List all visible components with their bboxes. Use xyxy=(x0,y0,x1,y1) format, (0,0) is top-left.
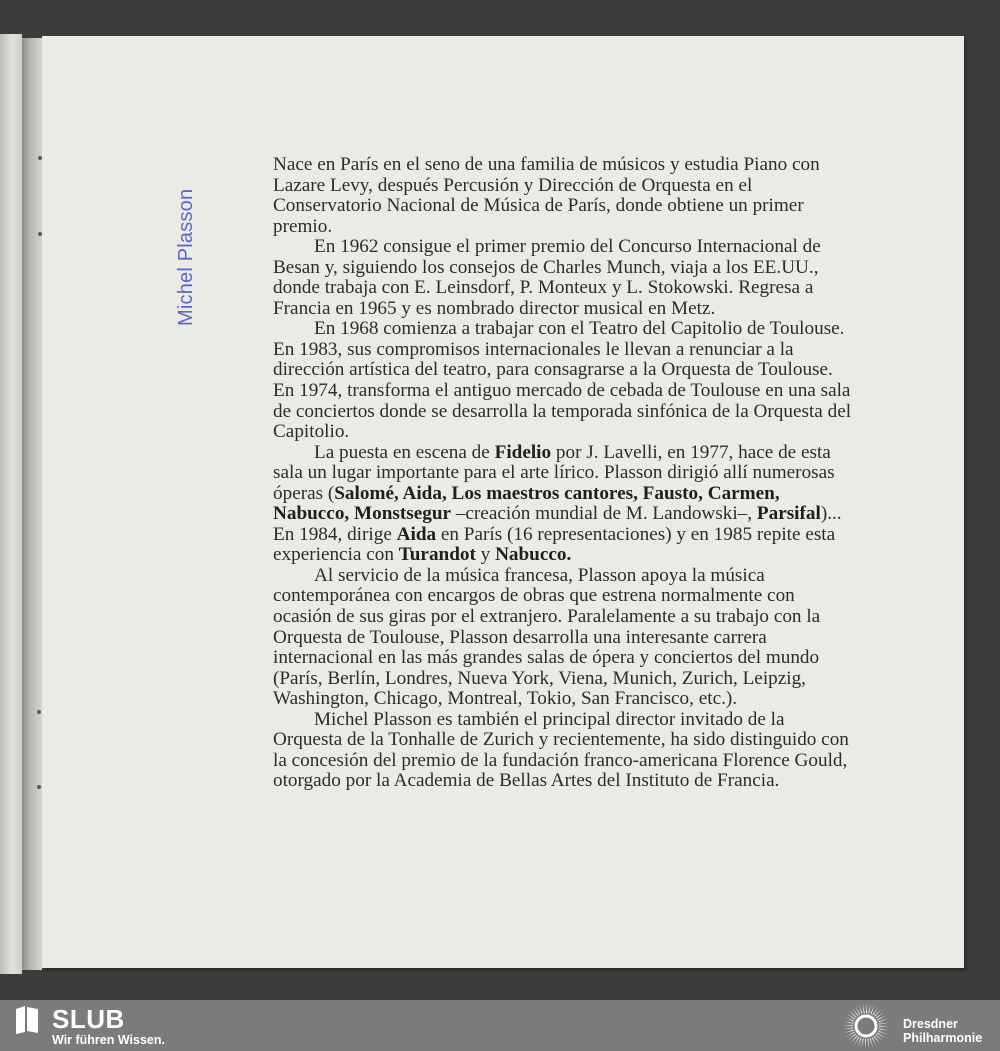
text-run: por J. Lavelli, en 1977, hace de esta sala un lugar importante para el arte lírico. Plasson dirigió allí numerosas óperas ( xyxy=(273,441,835,504)
book-gutter xyxy=(22,38,42,970)
sunburst-ring xyxy=(856,1016,876,1036)
bold-text: Turandot xyxy=(398,544,476,566)
sunburst-ray xyxy=(878,1019,888,1023)
sunburst-ray xyxy=(867,1039,869,1049)
sunburst-ray xyxy=(843,1025,853,1026)
partner-name-line1: Dresdner xyxy=(903,1017,958,1031)
book-icon xyxy=(14,1005,40,1035)
paragraph xyxy=(273,155,853,237)
sunburst-ray xyxy=(874,1009,881,1017)
paragraph xyxy=(273,566,853,710)
sunburst-ray xyxy=(844,1030,854,1034)
text-run: y xyxy=(475,544,496,566)
binding-mark xyxy=(37,710,41,714)
sunburst-ray xyxy=(876,1012,884,1019)
text-run: –creación mundial de M. Landowski–, xyxy=(451,503,757,525)
sunburst-ray xyxy=(868,1004,871,1014)
sunburst-ray xyxy=(849,1011,857,1018)
sunburst-ray xyxy=(870,1038,874,1048)
sunburst-ray xyxy=(859,1004,863,1014)
sunburst-ray xyxy=(851,1035,858,1043)
sunburst-ray xyxy=(874,1036,881,1044)
sunburst-ray xyxy=(844,1021,854,1024)
sunburst-ray xyxy=(879,1023,889,1025)
text-run: Michel Plasson es también el principal director invitado de la Orquesta de la Tonhalle de Zurich y recientemente, ha sido distinguido con la concesión del premio de la fundación franco-americana Florence Gould, otorgado por la Academia de Bellas Artes del Instituto de Francia. xyxy=(273,708,849,792)
paragraph xyxy=(273,443,853,566)
sunburst-ray xyxy=(861,1039,864,1049)
sunburst-ray xyxy=(848,1034,856,1041)
bold-text: Aida xyxy=(396,523,437,545)
previous-pages-edge xyxy=(0,34,22,974)
partner-name xyxy=(903,1017,982,1045)
vertical-page-title: Michel Plasson xyxy=(175,188,197,326)
paragraph xyxy=(273,710,853,792)
sunburst-ray xyxy=(865,1039,866,1049)
sunburst-ray xyxy=(879,1026,889,1027)
text-run: Nace en París en el seno de una familia de músicos y estudia Piano con Lazare Levy, después Percusión y Dirección de Orquesta en el Conservatorio Nacional de Música de París, donde obtiene un primer premio. xyxy=(273,154,820,237)
text-run: En 1968 comienza a trabajar con el Teatro del Capitolio de Toulouse. En 1983, sus compromisos internacionales le llevan a renunciar a la dirección artística del teatro, para consagrarse a la Orquesta de Toulouse. En 1974, transforma el antiguo mercado de cebada de Toulouse en una sala de conciertos donde se desarrolla la temporada sinfónica de la Orquesta del Capitolio. xyxy=(273,318,852,443)
sunburst-ray xyxy=(843,1027,853,1029)
text-run: En 1962 consigue el primer premio del Concurso Internacional de Besan y, siguiendo los consejos de Charles Munch, viaja a los EE.UU., donde trabaja con E. Leinsdorf, P. Monteux y L. Stokowski. Regresa a Francia en 1965 y es nombrado director musical en Metz. xyxy=(273,236,821,319)
sunburst-ray xyxy=(875,1034,883,1041)
text-run: en París (16 representaciones) y en 1985 repite esta experiencia con xyxy=(273,523,836,566)
sunburst-ray xyxy=(863,1003,865,1013)
paragraph xyxy=(273,319,853,442)
text-run: La puesta en escena de xyxy=(314,441,495,463)
biography-text xyxy=(273,155,853,792)
document-page xyxy=(42,36,964,968)
bold-text: Fidelio xyxy=(494,441,552,463)
partner-name-line2: Philharmonie xyxy=(903,1031,983,1045)
sunburst-icon xyxy=(840,1002,892,1050)
bold-text: Parsifal xyxy=(756,503,821,525)
bold-text: Salomé, Aida, Los maestros cantores, Fausto, Carmen, Nabucco, Monstsegur xyxy=(273,482,780,525)
slub-claim: Wir führen Wissen. xyxy=(52,1033,165,1047)
paragraph xyxy=(273,237,853,319)
text-run: )... En 1984, dirige xyxy=(273,503,842,545)
slub-wordmark: SLUB xyxy=(52,1004,125,1034)
binding-mark xyxy=(37,785,41,789)
sunburst-ray xyxy=(866,1003,867,1013)
bold-text: Nabucco. xyxy=(495,544,572,566)
footer-bar xyxy=(0,1000,1000,1051)
sunburst-ray xyxy=(852,1008,859,1016)
text-run: Al servicio de la música francesa, Plasson apoya la música contemporánea con encargos de obras que estrena normalmente con ocasión de sus giras por el extranjero. Paralelamente a su trabajo con la Orquesta de Toulouse, Plasson desarrolla una interesante carrera internacional en las más grandes salas de ópera y conciertos del mundo (París, Berlín, Londres, Nueva York, Viena, Munich, Zurich, Leipzig, Washington, Chicago, Montreal, Tokio, San Francisco, etc.). xyxy=(273,564,821,710)
sunburst-ray xyxy=(879,1028,889,1031)
